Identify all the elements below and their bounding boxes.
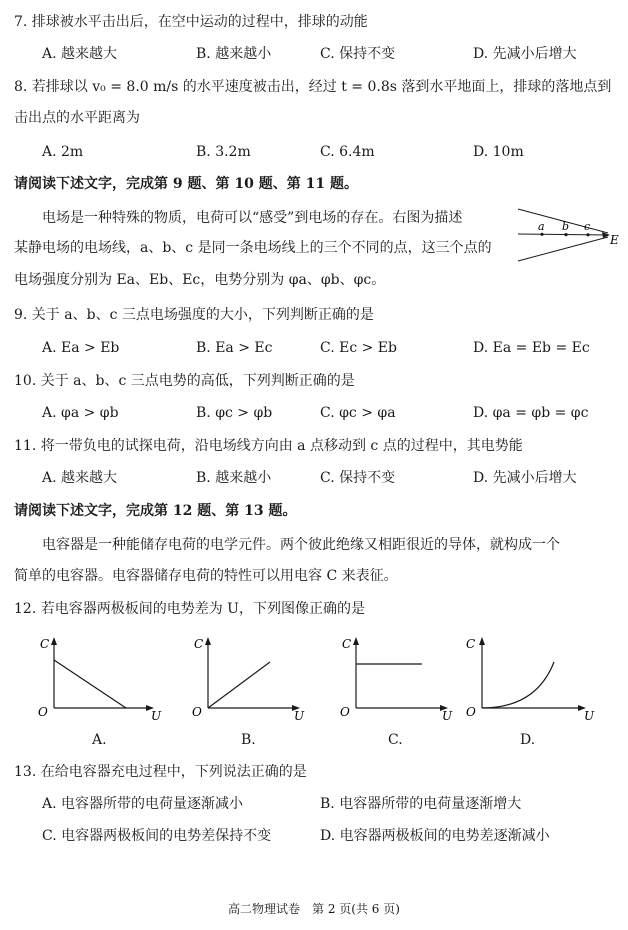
q13-option-d: D. 电容器两极板间的电势差逐渐减小 [320,828,550,844]
reading1-line1: 电场是一种特殊的物质，电荷可以“感受”到电场的存在。右图为描述 [42,210,463,226]
q9-options [0,338,628,358]
graph-a-y-label: C [40,637,50,651]
q9-option-c: C. Ec > Eb [320,340,397,356]
graph-b-origin: O [192,705,202,719]
graph-c-origin: O [340,705,350,719]
q11-options [0,468,628,488]
graph-c [338,634,463,720]
q10-option-c: C. φc > φa [320,405,396,421]
graph-a-curve [54,660,126,708]
q7-options [0,44,628,64]
q7-option-a: A. 越来越大 [42,46,118,62]
q13-stem: 13. 在给电容器充电过程中，下列说法正确的是 [14,764,307,780]
q13-options-row2 [0,826,628,846]
graph-b-curve [208,662,270,708]
point-b-dot [564,233,567,236]
graph-b-label: B. [241,732,256,748]
q9-option-d: D. Ea = Eb = Ec [473,340,590,356]
q10-option-b: B. φc > φb [196,405,273,421]
field-line-bottom [518,237,608,261]
q13-options-row1 [0,794,628,814]
graph-c-y-label: C [342,637,352,651]
graph-d-origin: O [466,705,476,719]
q8-option-d: D. 10m [473,144,524,160]
q8-option-c: C. 6.4m [320,144,375,160]
point-c-label: c [584,220,591,233]
q7-stem: 7. 排球被水平击出后，在空中运动的过程中，排球的动能 [14,14,368,30]
graph-a [36,634,166,720]
reading1-instruction: 请阅读下述文字，完成第 9 题、第 10 题、第 11 题。 [14,176,358,192]
graph-d-y-label: C [466,637,476,651]
graph-d-label: D. [520,732,536,748]
point-c-dot [586,233,589,236]
graph-d-x-label: U [584,709,595,720]
q11-option-d: D. 先减小后增大 [473,470,577,486]
q13-option-a: A. 电容器所带的电荷量逐渐减小 [42,796,244,812]
reading1-line3: 电场强度分别为 Ea、Eb、Ec，电势分别为 φa、φb、φc。 [14,272,386,288]
field-line-middle [518,234,608,235]
q7-option-c: C. 保持不变 [320,46,396,62]
page-footer: 高二物理试卷 第 2 页(共 6 页) [228,902,400,916]
q8-option-b: B. 3.2m [196,144,251,160]
point-a-label: a [538,220,545,233]
q9-option-a: A. Ea > Eb [42,340,120,356]
graph-a-x-label: U [151,709,162,720]
graph-b [190,634,315,720]
q10-option-d: D. φa = φb = φc [473,405,589,421]
q11-option-a: A. 越来越大 [42,470,118,486]
q12-stem: 12. 若电容器两极板间的电势差为 U，下列图像正确的是 [14,601,365,617]
q7-option-d: D. 先减小后增大 [473,46,577,62]
reading2-instruction: 请阅读下述文字，完成第 12 题、第 13 题。 [14,503,297,519]
q11-option-b: B. 越来越小 [196,470,272,486]
q8-option-a: A. 2m [42,144,84,160]
point-a-dot [540,233,543,236]
q7-option-b: B. 越来越小 [196,46,272,62]
q9-stem: 9. 关于 a、b、c 三点电场强度的大小，下列判断正确的是 [14,307,374,323]
reading2-line2: 简单的电容器。电容器储存电荷的特性可以用电容 C 来表征。 [14,568,398,584]
q11-stem: 11. 将一带负电的试探电荷，沿电场线方向由 a 点移动到 c 点的过程中，其电势能 [14,438,523,454]
reading2-line1: 电容器是一种能储存电荷的电学元件。两个彼此绝缘又相距很近的导体，就构成一个 [42,537,560,553]
q11-option-c: C. 保持不变 [320,470,396,486]
q10-stem: 10. 关于 a、b、c 三点电势的高低，下列判断正确的是 [14,373,355,389]
graph-b-y-label: C [194,637,204,651]
q13-option-b: B. 电容器所带的电荷量逐渐增大 [320,796,522,812]
graph-d [456,628,606,720]
graph-c-x-label: U [442,709,453,720]
graph-d-curve [482,662,554,708]
q10-option-a: A. φa > φb [42,405,119,421]
q8-stem-line1: 8. 若排球以 v₀ = 8.0 m/s 的水平速度被击出，经过 t = 0.8s 落到水平地面上，排球的落地点到 [14,79,612,95]
electric-field-figure [512,206,620,266]
graph-a-label: A. [92,732,107,748]
reading1-line2: 某静电场的电场线，a、b、c 是同一条电场线上的三个不同的点，这三个点的 [14,240,492,256]
q13-option-c: C. 电容器两极板间的电势差保持不变 [42,828,272,844]
graph-a-origin: O [38,705,48,719]
graph-c-label: C. [388,732,403,748]
q8-stem-line2: 击出点的水平距离为 [14,110,140,126]
q8-options [0,142,628,162]
q10-options [0,403,628,423]
q9-option-b: B. Ea > Ec [196,340,273,356]
field-label: E [610,233,619,247]
graph-b-x-label: U [294,709,305,720]
point-b-label: b [562,220,570,233]
